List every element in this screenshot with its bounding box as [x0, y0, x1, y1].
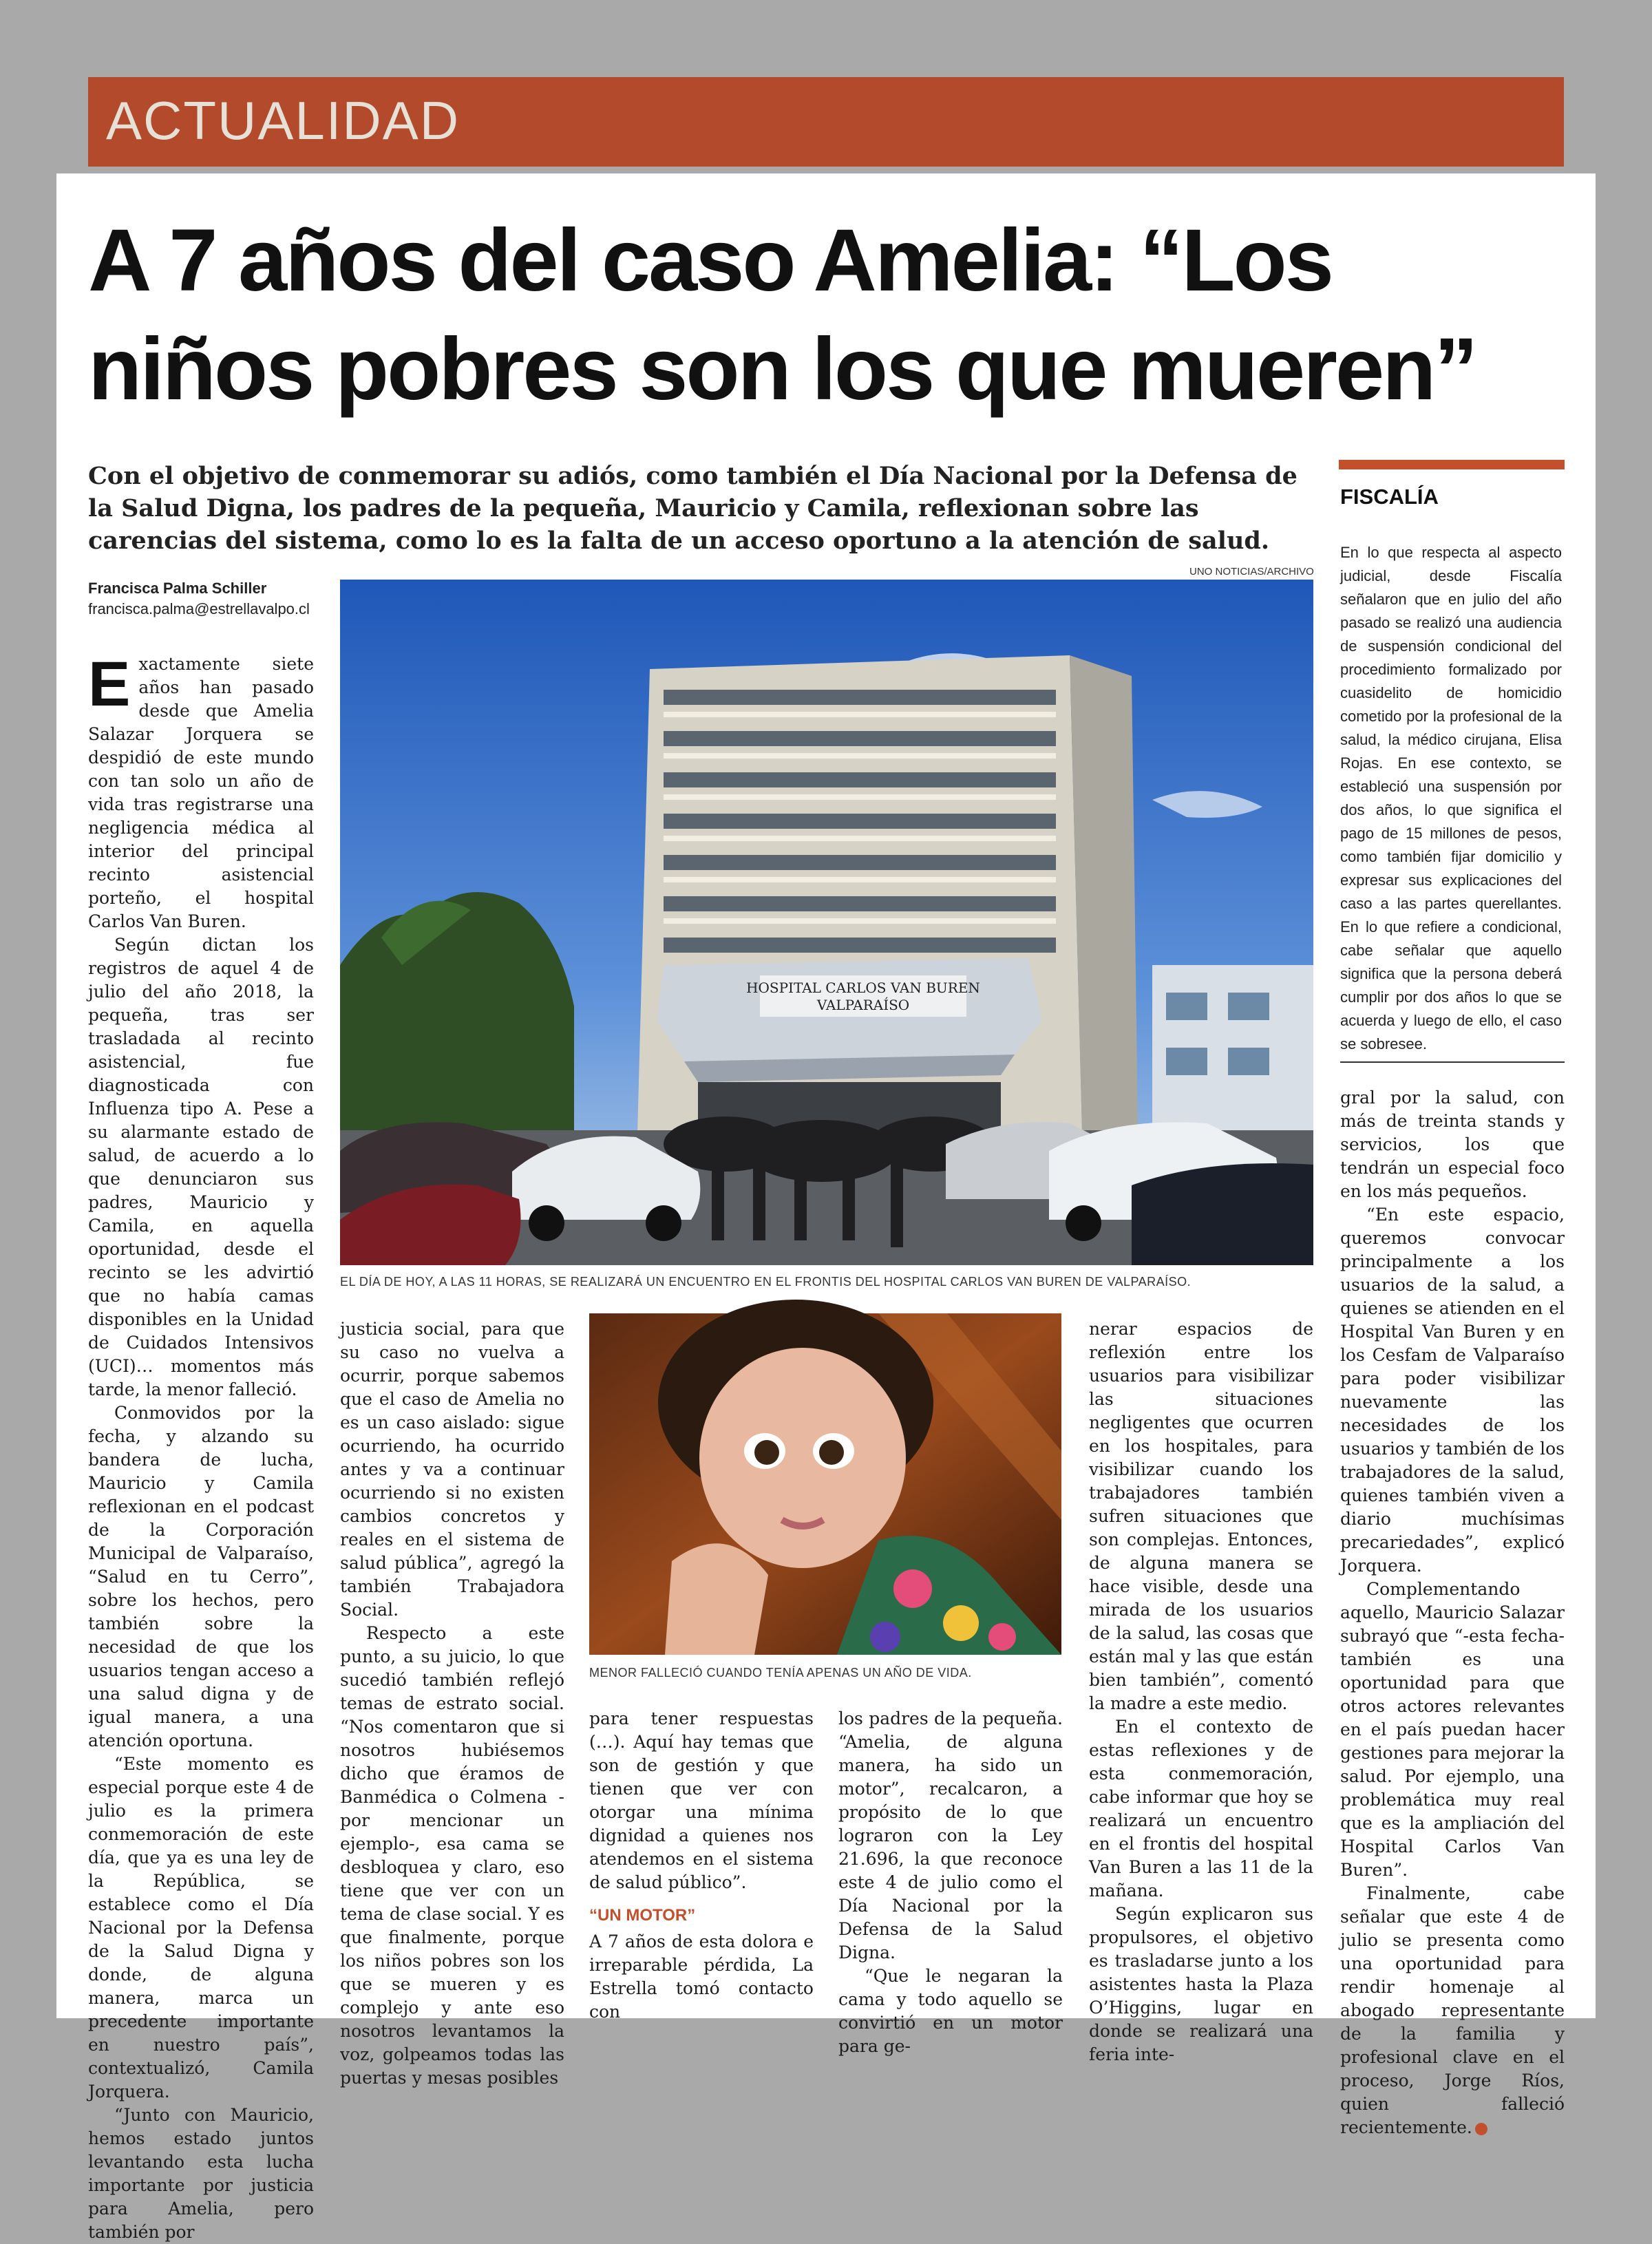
- photo-credit: UNO NOTICIAS/ARCHIVO: [1189, 566, 1314, 578]
- column-3-paragraph-2: A 7 años de esta dolora e irreparable pérdida, La Estrella tomó contacto con: [589, 1931, 814, 2022]
- article-column-2: [340, 1317, 564, 2088]
- column-5-paragraph-3: Según explicaron sus propulsores, el objetivo es trasladarse junto a los asistentes hasta la Plaza O’Higgins, lugar en donde se realizará una feria inte-: [1089, 1904, 1313, 2064]
- sidebar-rule: [1339, 460, 1565, 469]
- paragraph-3: Conmovidos por la fecha, y alzando su bandera de lucha, Mauricio y Camila reflexionan en el podcast de la Corporación Municipal de Valparaíso, “Salud en tu Cerro”, sobre los hechos, pero también sobre la necesidad de que los usuarios tengan acceso a una salud digna y de igual manera, a una atención oportuna.: [88, 1403, 314, 1750]
- hospital-sign-line2: VALPARAÍSO: [816, 997, 910, 1013]
- column-6-paragraph-4: [1340, 1882, 1565, 2139]
- section-subtitle: “UN MOTOR”: [589, 1906, 696, 1925]
- main-photo-caption: EL DÍA DE HOY, A LAS 11 HORAS, SE REALIZARÁ UN ENCUENTRO EN EL FRONTIS DEL HOSPITAL CARLOS VAN BUREN DE VALPARAÍSO.: [340, 1275, 1192, 1289]
- column-5-paragraph-1: nerar espacios de reflexión entre los usuarios para visibilizar las situaciones negligentes que ocurren en los hospitales, para visibilizar cuando los trabajadores también sufren situaciones que son complejas. Entonces, de alguna manera se hace visible, desde una mirada de los usuarios de la salud, las cosas que están mal y las que están bien también”, comentó la madre a este medio.: [1089, 1319, 1313, 1713]
- final-paragraph-text: Finalmente, cabe señalar que este 4 de julio se presenta como una oportunidad para rendir homenaje al abogado representante de la familia y profesional clave en el proceso, Jorge Ríos, quien falleció recientemente.: [1340, 1883, 1565, 2137]
- subhead: Con el objetivo de conmemorar su adiós, como también el Día Nacional por la Defensa de la Salud Digna, los padres de la pequeña, Mauricio y Camila, reflexionan sobre las carencias del sistema, como lo es la falta de un acceso oportuno a la atención de salud.: [88, 462, 1298, 555]
- column-2-paragraph-2: Respecto a este punto, a su juicio, lo que sucedió también reflejó temas de estrato social. “Nos comentaron que si nosotros hubiésemos dicho que éramos de Banmédica o Colmena -por mencionar un ejemplo-, esa cama se desbloquea y claro, eso tiene que ver con un tema de clase social. Y es que finalmente, porque los niños pobres son los que se mueren y es complejo y ante eso nosotros levantamos la voz, golpeamos todas las puertas y mesas posibles: [340, 1623, 564, 2088]
- child-photo: [589, 1313, 1061, 1655]
- hospital-sign-line1: HOSPITAL CARLOS VAN BUREN: [746, 980, 980, 996]
- article-column-1: [88, 649, 314, 2242]
- lead-paragraph: [88, 649, 314, 933]
- column-4-paragraph-2: “Que le negaran la cama y todo aquello se convirtió en un motor para ge-: [838, 1966, 1063, 2056]
- end-of-article-icon: [1475, 2123, 1487, 2135]
- headline: A 7 años del caso Amelia: “Los niños pobres son los que mueren”: [88, 211, 1476, 419]
- column-2-paragraph-1: justicia social, para que su caso no vuelva a ocurrir, porque sabemos que el caso de Amelia no es un caso aislado: sigue ocurriendo, ha ocurrido antes y va a continuar ocurriendo si no existen cambios concretos y reales en el sistema de salud pública”, agregó la también Trabajadora Social.: [340, 1319, 564, 1620]
- child-photo-caption: MENOR FALLECIÓ CUANDO TENÍA APENAS UN AÑO DE VIDA.: [589, 1666, 972, 1680]
- author-name: Francisca Palma Schiller: [88, 580, 267, 597]
- sidebar-divider: [1340, 1061, 1565, 1063]
- column-4-paragraph-1: los padres de la pequeña. “Amelia, de alguna manera, ha sido un motor”, recalcaron, a propósito de lo que lograron con la Ley 21.696, la que reconoce este 4 de julio como el Día Nacional por la Defensa de la Salud Digna.: [838, 1708, 1063, 1962]
- paragraph-1: xactamente siete años han pasado desde que Amelia Salazar Jorquera se despidió de este mundo con tan solo un año de vida tras registrarse una negligencia médica al interior del principal recinto asistencial porteño, el hospital Carlos Van Buren.: [88, 654, 314, 931]
- column-3-paragraph-1: para tener respuestas (…). Aquí hay temas que son de gestión y que tienen que ver con otorgar una mínima dignidad a quienes nos atendemos en el sistema de salud público”.: [589, 1708, 814, 1892]
- drop-cap: E: [88, 649, 131, 719]
- column-6-paragraph-1: gral por la salud, con más de treinta stands y servicios, los que tendrán un especial foco en los más pequeños.: [1340, 1088, 1565, 1201]
- sidebar-body: En lo que respecta al aspecto judicial, desde Fiscalía señalaron que en julio del año pasado se realizó una audiencia de suspensión condicional del procedimiento formalizado por cuasidelito de homicidio cometido por la profesional de la salud, la médico cirujana, Elisa Rojas. En ese contexto, se estableció una suspensión por dos años, lo que significa el pago de 15 millones de pesos, como también fijar domicilio y expresar sus explicaciones del caso a las partes querellantes. En lo que refiere a condicional, cabe señalar que aquello significa que la persona deberá cumplir por dos años lo que se acuerda y luego de ello, el caso se sobresee.: [1340, 544, 1562, 1052]
- paragraph-4: “Este momento es especial porque este 4 de julio es la primera conmemoración de este día, que ya es una ley de la República, se establece como el Día Nacional por la Defensa de la Salud Digna y donde, de alguna manera, marca un precedente importante en nuestro país”, contextualizó, Camila Jorquera.: [88, 1754, 314, 2102]
- sidebar-title: FISCALÍA: [1340, 485, 1439, 509]
- author-email: francisca.palma@estrellavalpo.cl: [88, 600, 310, 617]
- article-column-5: [1089, 1317, 1313, 2064]
- section-banner: [88, 77, 1564, 167]
- article-column-3: [589, 1707, 814, 2022]
- paragraph-2: Según dictan los registros de aquel 4 de julio del año 2018, la pequeña, tras ser trasladada al recinto asistencial, fue diagnosticada con Influenza tipo A. Pese a su alarmante estado de salud, de acuerdo a lo que denunciaron sus padres, Mauricio y Camila, en aquella oportunidad, desde el recinto se les advirtió que no había camas disponibles en la Unidad de Cuidados Intensivos (UCI)… momentos más tarde, la menor falleció.: [88, 935, 314, 1399]
- column-6-paragraph-3: Complementando aquello, Mauricio Salazar subrayó que “-esta fecha- también es una oportunidad para que otros actores relevantes en el país puedan hacer gestiones para mejorar la salud. Por ejemplo, una problemática muy real que es la ampliación del Hospital Carlos Van Buren”.: [1340, 1579, 1565, 1880]
- column-5-paragraph-2: En el contexto de estas reflexiones y de esta conmemoración, cabe informar que hoy se realizará un encuentro en el frontis del hospital Van Buren a las 11 de la mañana.: [1089, 1717, 1313, 1901]
- hospital-photo: [340, 580, 1313, 1265]
- section-label: ACTUALIDAD: [106, 90, 460, 151]
- byline: [88, 578, 310, 620]
- column-6-paragraph-2: “En este espacio, queremos convocar principalmente a los usuarios de la salud, a quienes se atienden en el Hospital Van Buren y en los Cesfam de Valparaíso para poder visibilizar nuevamente las necesidades de los usuarios y también de los trabajadores de la salud, quienes también viven a diario muchísimas precariedades”, explicó Jorquera.: [1340, 1205, 1565, 1576]
- article-column-4: [838, 1707, 1063, 2056]
- article-column-6: [1340, 1086, 1565, 2137]
- paragraph-5: “Junto con Mauricio, hemos estado juntos levantando esta lucha importante por justicia para Amelia, pero también por: [88, 2105, 314, 2242]
